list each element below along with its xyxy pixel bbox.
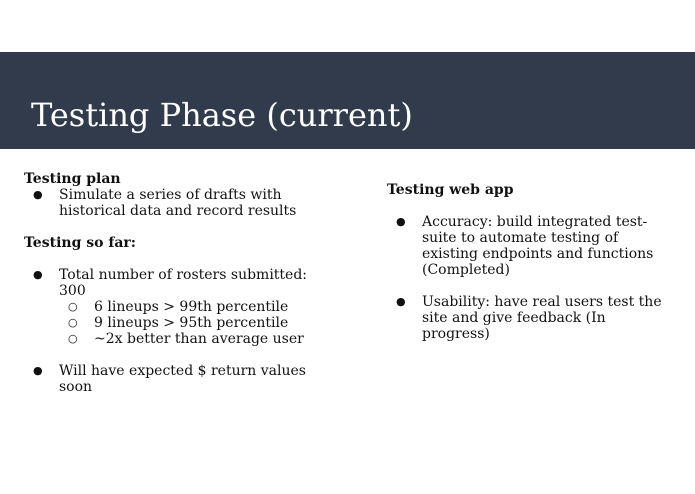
testing-so-far-heading: Testing so far: — [24, 235, 136, 251]
testing-web-app-list-2 — [387, 294, 677, 342]
sub-list-item: ○ 9 lineups > 95th percentile — [24, 315, 314, 331]
list-item: ● Will have expected $ return values soon — [24, 363, 314, 395]
slide-title: Testing Phase (current) — [31, 96, 413, 134]
list-item: ● Total number of rosters submitted: 300 — [24, 267, 314, 299]
left-column — [24, 171, 314, 395]
sub-list-item: ○ 6 lineups > 99th percentile — [24, 299, 314, 315]
right-column — [387, 182, 677, 342]
testing-plan-list — [24, 187, 314, 219]
list-item: ● Accuracy: build integrated test-suite to automate testing of existing endpoints and functions (Completed) — [387, 214, 677, 278]
sub-list-item: ○ ~2x better than average user — [24, 331, 314, 347]
list-item: ● Usability: have real users test the site and give feedback (In progress) — [387, 294, 677, 342]
testing-so-far-list — [24, 267, 314, 347]
testing-web-app-heading: Testing web app — [387, 182, 514, 198]
testing-so-far-list-2 — [24, 363, 314, 395]
testing-plan-heading: Testing plan — [24, 171, 121, 187]
testing-web-app-list — [387, 214, 677, 278]
list-item: ● Simulate a series of drafts with historical data and record results — [24, 187, 314, 219]
